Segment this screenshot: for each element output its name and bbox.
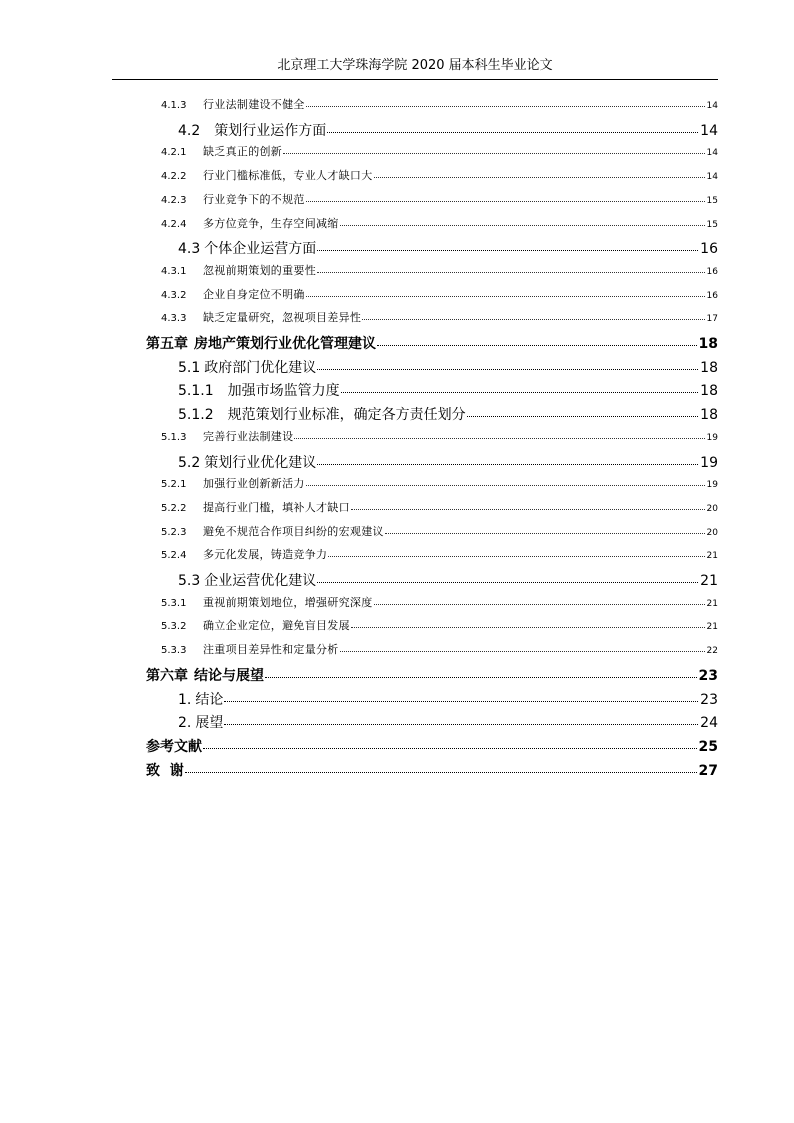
toc-entry-title: 结论 [195, 691, 224, 708]
toc-entry[interactable] [146, 333, 718, 353]
toc-dot-leader [306, 295, 705, 297]
toc-entry-number: 5.3.1 [161, 597, 187, 609]
toc-entry-title: 致 谢 [146, 762, 184, 779]
toc-entry-title: 政府部门优化建议 [204, 359, 317, 376]
toc-entry-number: 第五章 [146, 336, 188, 352]
toc-entry-title: 避免不规范合作项目纠纷的宏观建议 [203, 524, 384, 538]
toc-page-number: 21 [706, 622, 718, 633]
toc-page-number: 19 [706, 432, 718, 443]
toc-entry-number: 5.3 [178, 573, 201, 589]
toc-entry[interactable] [161, 428, 718, 444]
toc-entry[interactable] [161, 167, 718, 183]
toc-page-number: 14 [706, 172, 718, 183]
toc-dot-leader [203, 747, 697, 749]
toc-dot-leader [340, 224, 705, 226]
toc-entry[interactable] [161, 309, 718, 325]
toc-entry-number: 4.2.1 [161, 147, 187, 159]
toc-entry-title: 行业法制建设不健全 [203, 98, 305, 111]
toc-page-number: 14 [706, 101, 718, 111]
toc-entry-number: 4.2.3 [161, 194, 187, 206]
toc-dot-leader [340, 650, 705, 652]
toc-page-number: 25 [698, 738, 718, 755]
toc-entry-number: 4.2.2 [161, 171, 187, 183]
toc-page-number: 22 [706, 646, 718, 657]
toc-entry[interactable] [178, 357, 718, 377]
toc-entry-title: 策划行业运作方面 [214, 122, 327, 139]
toc-page-number: 18 [700, 359, 718, 376]
toc-entry-number: 4.2 [178, 122, 201, 139]
toc-page-number: 17 [706, 314, 718, 325]
toc-dot-leader [317, 271, 705, 273]
toc-entry-number: 5.2.3 [161, 526, 187, 538]
toc-entry[interactable] [161, 191, 718, 207]
toc-entry-number: 4.3.3 [161, 313, 187, 325]
toc-entry[interactable] [178, 689, 718, 709]
toc-page-number: 18 [700, 383, 718, 400]
toc-page-number: 14 [700, 122, 718, 139]
toc-page-number: 27 [698, 762, 718, 779]
toc-entry[interactable] [178, 712, 718, 732]
toc-entry-title: 缺乏定量研究，忽视项目差异性 [203, 311, 362, 325]
toc-page-number: 16 [706, 290, 718, 301]
toc-entry-title: 忽视前期策划的重要性 [203, 263, 316, 277]
toc-entry-number: 5.1.2 [178, 407, 214, 424]
toc-entry-title: 参考文献 [146, 738, 202, 755]
toc-page-number: 21 [706, 598, 718, 609]
toc-dot-leader [317, 249, 698, 251]
toc-entry-number: 5.1 [178, 359, 201, 376]
toc-entry[interactable] [161, 499, 718, 515]
toc-dot-leader [283, 152, 704, 154]
toc-entry-title: 企业自身定位不明确 [203, 287, 305, 301]
toc-dot-leader [306, 484, 705, 486]
toc-entry-title: 缺乏真正的创新 [203, 145, 283, 159]
toc-entry-title: 多方位竞争，生存空间减缩 [203, 216, 339, 230]
toc-entry-number: 第六章 [146, 667, 188, 684]
toc-dot-leader [362, 318, 704, 320]
toc-entry[interactable] [146, 760, 718, 780]
toc-dot-leader [328, 555, 704, 557]
toc-entry-title: 注重项目差异性和定量分析 [203, 643, 339, 657]
toc-page-number: 23 [698, 667, 718, 684]
toc-page-number: 21 [706, 551, 718, 562]
toc-dot-leader [327, 131, 698, 133]
toc-entry-number: 5.1.3 [161, 431, 187, 443]
toc-entry-number: 5.2.1 [161, 479, 187, 491]
toc-entry-title: 加强行业创新新活力 [203, 477, 305, 491]
toc-entry[interactable] [161, 594, 718, 610]
toc-entry-number: 5.1.1 [178, 383, 214, 400]
toc-entry[interactable] [178, 570, 718, 590]
toc-entry-title: 提高行业门槛，填补人才缺口 [203, 500, 350, 514]
toc-dot-leader [374, 603, 705, 605]
toc-page-number: 24 [700, 715, 718, 732]
toc-entry-title: 行业门槛标准低，专业人才缺口大 [203, 169, 373, 183]
toc-page-number: 18 [700, 407, 718, 424]
page-header: 北京理工大学珠海学院 2020 届本科生毕业论文 [277, 58, 553, 73]
toc-page-number: 19 [700, 454, 718, 471]
toc-entry-number: 5.3.2 [161, 621, 187, 633]
toc-page-number: 16 [706, 266, 718, 277]
toc-entry-number: 5.2.4 [161, 550, 187, 562]
toc-entry-title: 房地产策划行业优化管理建议 [194, 336, 376, 352]
toc-page-number: 18 [698, 336, 718, 352]
toc-entry[interactable] [161, 523, 718, 539]
toc-entry-number: 2. [178, 715, 192, 732]
toc-page-number: 20 [706, 527, 718, 538]
toc-entry[interactable] [161, 286, 718, 302]
toc-entry[interactable] [178, 452, 718, 472]
toc-entry-title: 完善行业法制建设 [203, 429, 294, 443]
toc-dot-leader [341, 391, 699, 393]
toc-entry-number: 4.2.4 [161, 218, 187, 230]
toc-dot-leader [224, 723, 698, 725]
toc-dot-leader [351, 626, 705, 628]
toc-entry[interactable] [161, 215, 718, 231]
toc-entry[interactable] [178, 238, 718, 258]
toc-entry-title: 个体企业运营方面 [204, 241, 317, 258]
toc-dot-leader [185, 771, 697, 773]
toc-dot-leader [265, 676, 697, 678]
toc-dot-leader [306, 105, 705, 107]
toc-entry[interactable] [161, 143, 718, 159]
toc-dot-leader [317, 368, 698, 370]
toc-page-number: 21 [700, 573, 718, 589]
toc-dot-leader [306, 200, 705, 202]
toc-entry-title: 策划行业优化建议 [204, 454, 317, 471]
toc-entry[interactable] [146, 665, 718, 685]
toc-entry-number: 4.3.2 [161, 289, 187, 301]
toc-dot-leader [385, 532, 705, 534]
toc-entry[interactable] [161, 546, 718, 562]
toc-dot-leader [224, 700, 698, 702]
toc-dot-leader [351, 508, 705, 510]
toc-page-number: 23 [700, 691, 718, 708]
toc-entry-title: 行业竞争下的不规范 [203, 192, 305, 206]
toc-entry-number: 5.2 [178, 454, 201, 471]
toc-dot-leader [317, 463, 698, 465]
toc-dot-leader [467, 415, 699, 417]
toc-page-number: 16 [700, 241, 718, 258]
toc-entry[interactable] [178, 404, 718, 424]
toc-entry-number: 5.2.2 [161, 502, 187, 514]
toc-entry-title: 企业运营优化建议 [204, 573, 317, 589]
toc-entry[interactable] [161, 262, 718, 278]
toc-entry-number: 1. [178, 691, 192, 708]
toc-entry[interactable] [146, 736, 718, 756]
toc-entry[interactable] [161, 617, 718, 633]
toc-entry[interactable] [178, 380, 718, 400]
toc-dot-leader [294, 437, 704, 439]
toc-entry-title: 重视前期策划地位，增强研究深度 [203, 595, 373, 609]
toc-entry-title: 加强市场监管力度 [227, 383, 340, 400]
toc-dot-leader [377, 344, 697, 346]
toc-page-number: 20 [706, 503, 718, 514]
toc-entry[interactable] [178, 120, 718, 140]
toc-entry-title: 确立企业定位，避免盲目发展 [203, 619, 350, 633]
toc-entry-title: 规范策划行业标准，确定各方责任划分 [227, 407, 466, 424]
toc-page-number: 15 [706, 195, 718, 206]
toc-entry-title: 展望 [195, 715, 224, 732]
toc-entry-number: 4.3.1 [161, 265, 187, 277]
toc-entry[interactable] [161, 475, 718, 491]
toc-entry-title: 多元化发展，铸造竞争力 [203, 548, 328, 562]
toc-entry-number: 5.3.3 [161, 645, 187, 657]
toc-entry[interactable] [161, 96, 718, 112]
toc-dot-leader [374, 176, 705, 178]
toc-entry-number: 4.1.3 [161, 100, 187, 111]
toc-page-number: 19 [706, 480, 718, 491]
toc-page-number: 14 [706, 148, 718, 159]
toc-entry-title: 结论与展望 [194, 667, 264, 684]
toc-page-number: 15 [706, 219, 718, 230]
toc-dot-leader [317, 581, 698, 583]
toc-entry-number: 4.3 [178, 241, 201, 258]
toc-entry[interactable] [161, 641, 718, 657]
